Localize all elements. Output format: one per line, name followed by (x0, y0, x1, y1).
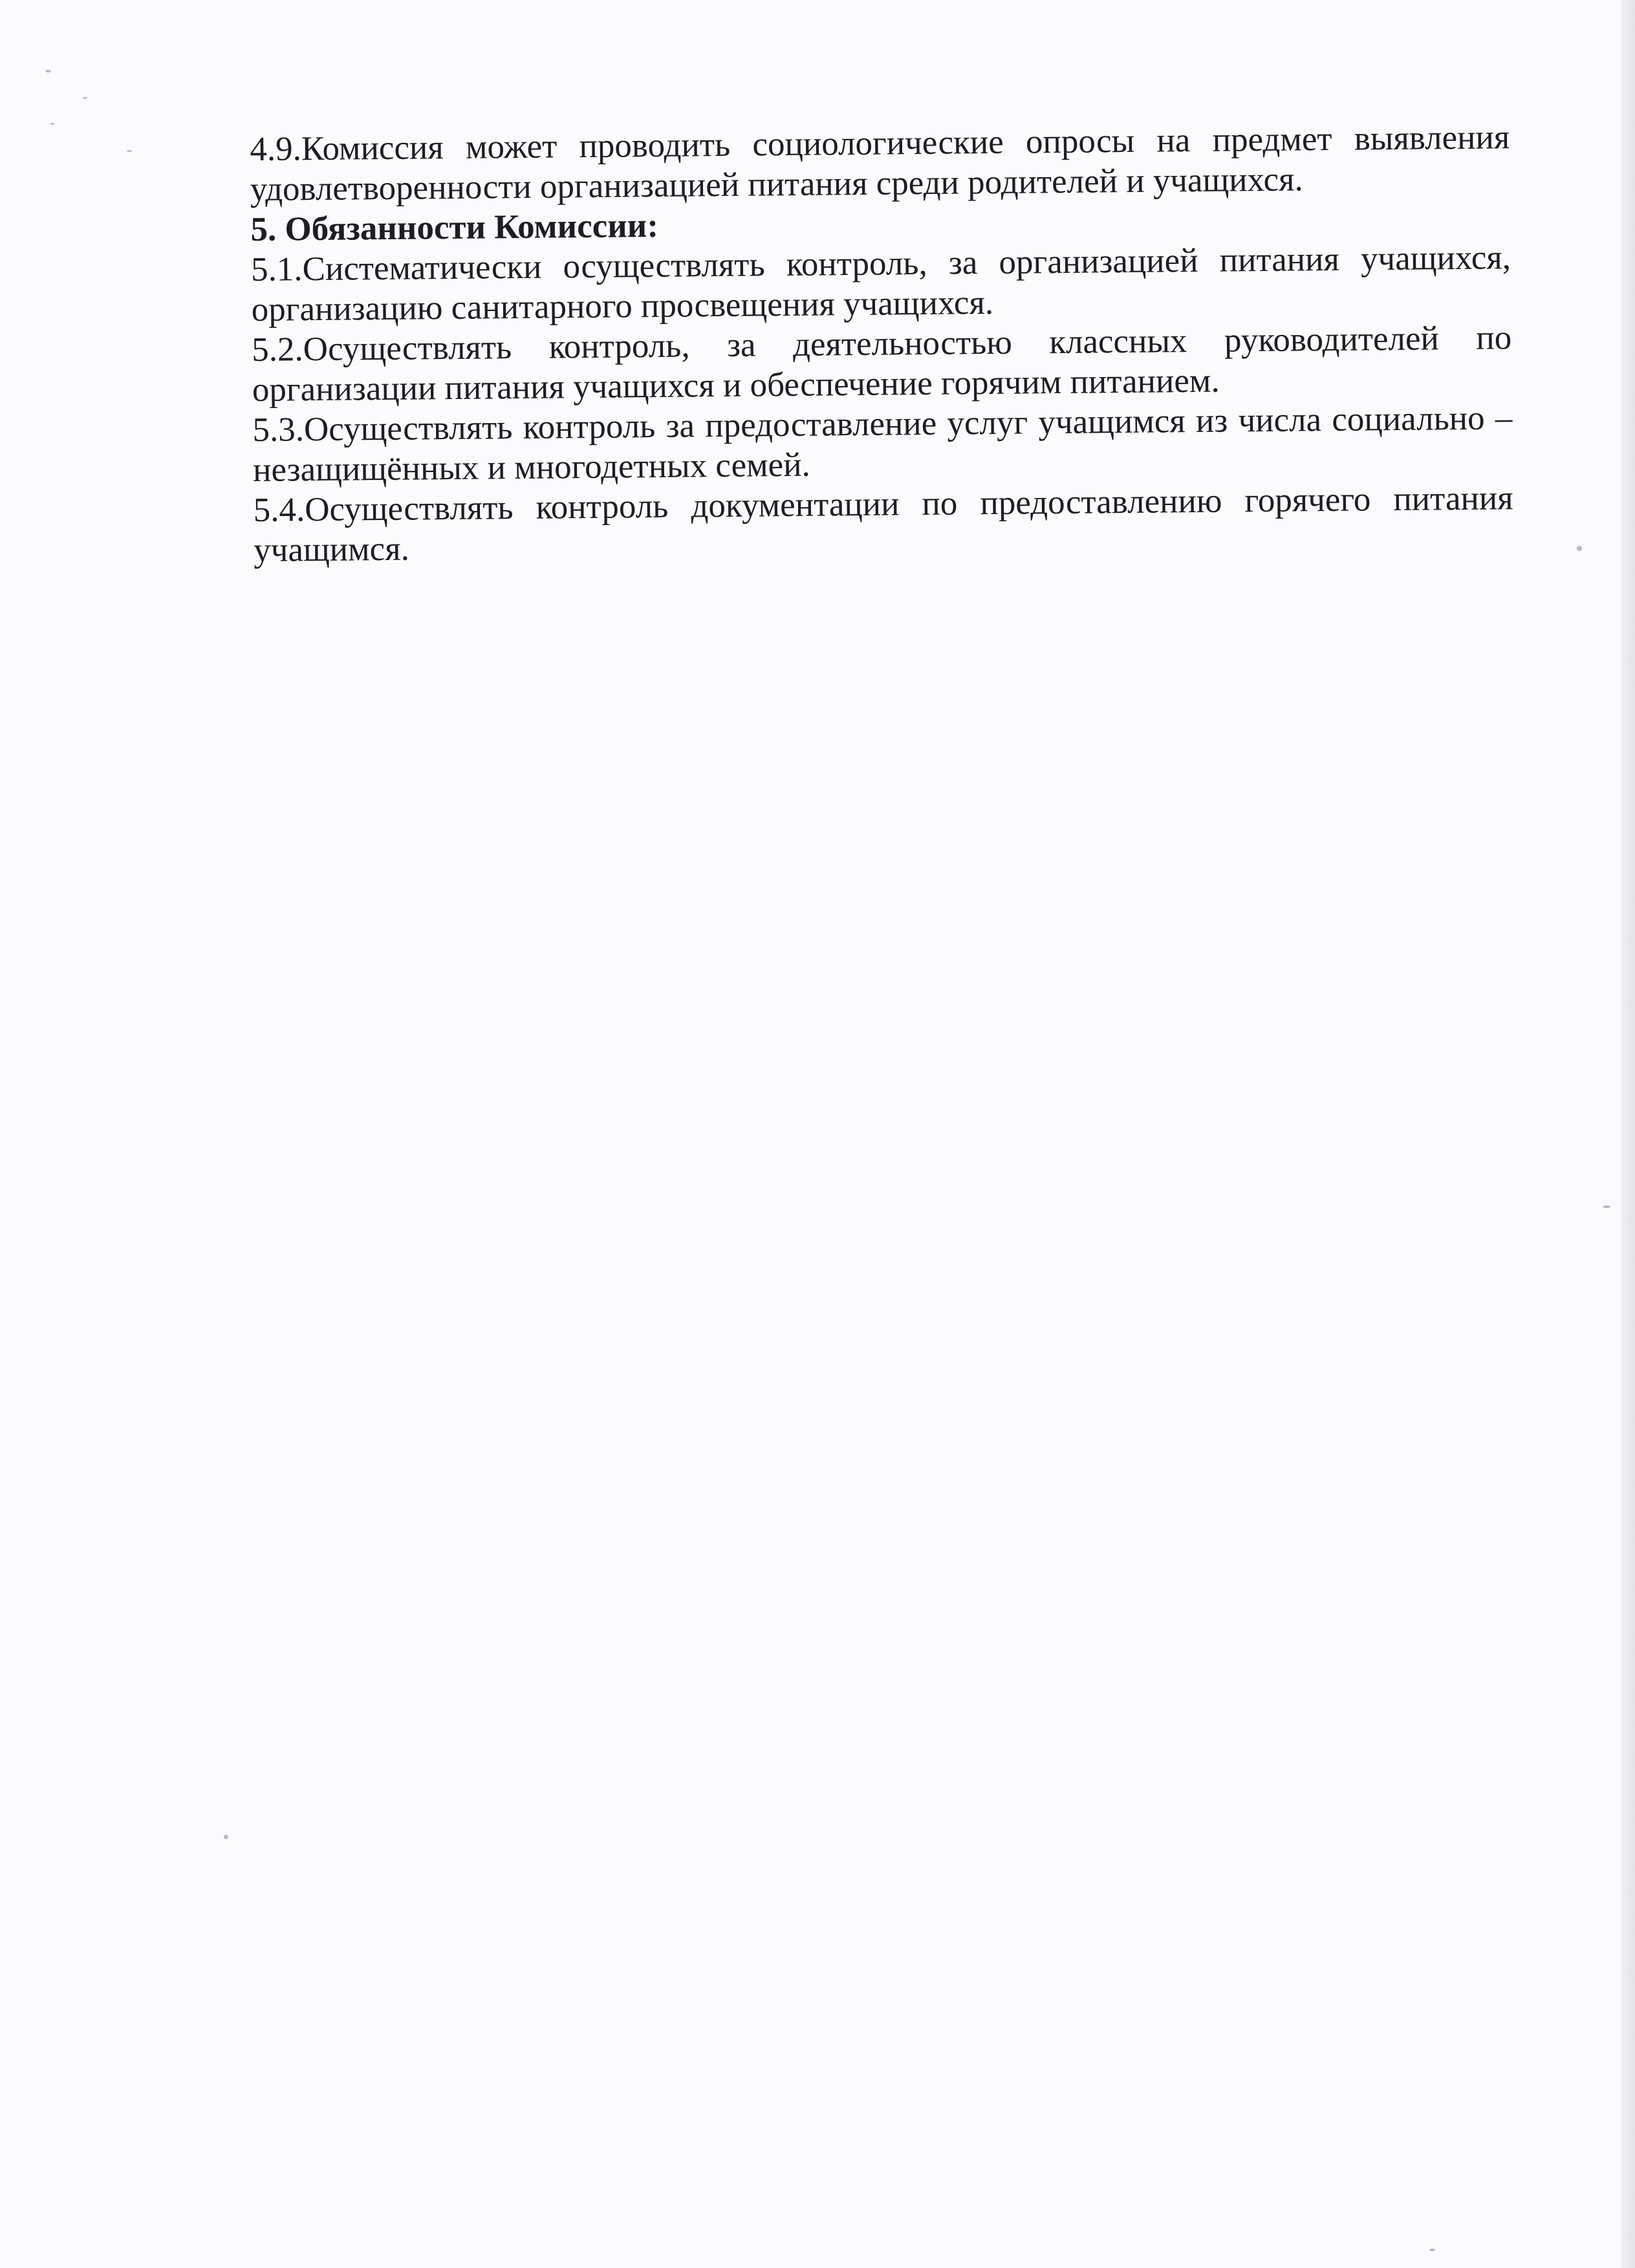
document-body (250, 117, 1513, 570)
page-edge-shadow (1621, 0, 1635, 2268)
scan-speck (1603, 1205, 1610, 1208)
paragraph-5-2: 5.2.Осуществлять контроль, за деятельностью классных руководителей по организации питания учащихся и обеспечение горячим питанием. (251, 319, 1512, 409)
scan-speck (1577, 546, 1582, 551)
scan-speck (127, 150, 132, 152)
paragraph-5-3: 5.3.Осуществлять контроль за предоставление услуг учащимся из числа социально – незащищённых и многодетных семей. (252, 399, 1513, 489)
paragraph-4-9: 4.9.Комиссия может проводить социологические опросы на предмет выявления удовлетворенности организацией питания среди родителей и учащихся. (250, 118, 1510, 208)
scan-speck (224, 1835, 228, 1839)
paragraph-5-1: 5.1.Систематически осуществлять контроль, за организацией питания учащихся, организацию санитарного просвещения учащихся. (250, 239, 1511, 329)
scan-speck (83, 97, 87, 99)
scan-speck (1429, 2249, 1435, 2251)
paragraph-5-4: 5.4.Осуществлять контроль документации по предоставлению горячего питания учащимся. (253, 479, 1513, 569)
section-heading-5: 5. Обязанности Комиссии: (250, 206, 659, 248)
scan-speck (45, 70, 51, 72)
scan-speck (50, 123, 54, 125)
